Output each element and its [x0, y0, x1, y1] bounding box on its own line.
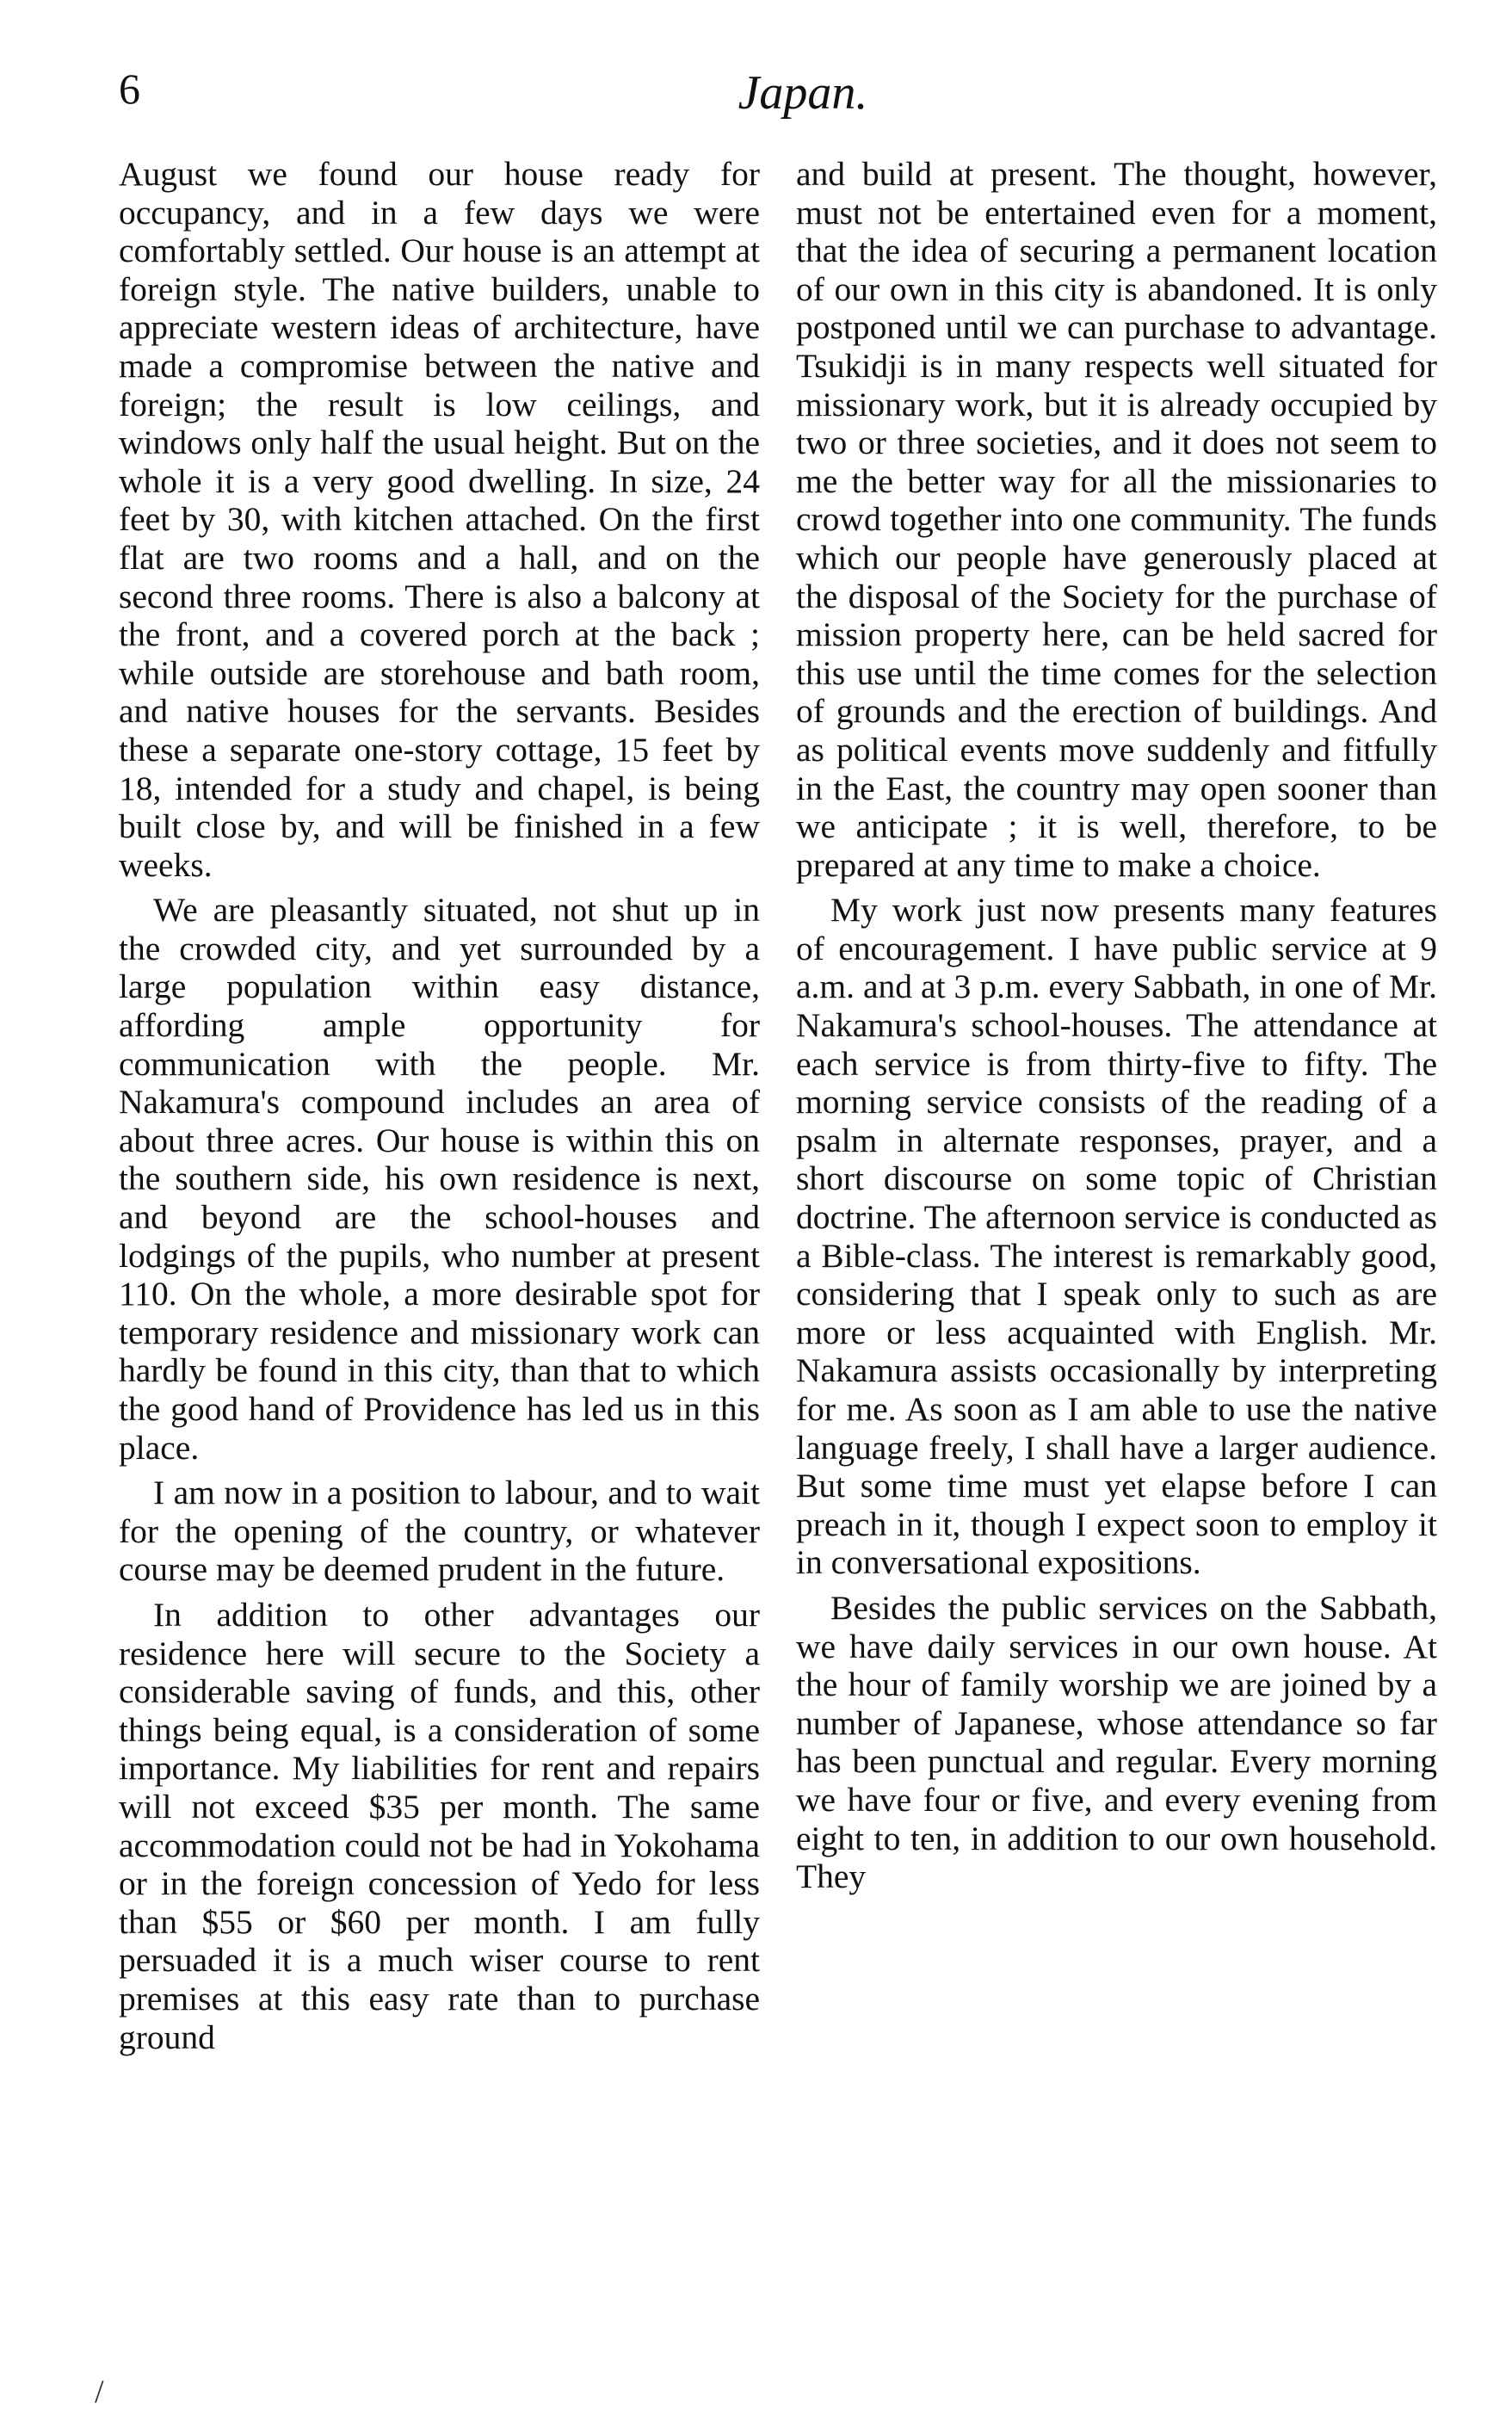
page-number: 6 — [119, 65, 140, 113]
page-header — [119, 52, 1435, 129]
right-text-column — [796, 155, 1437, 1896]
paragraph: My work just now presents many features of encouragement. I have public service at 9 a.m. and at 3 p.m. every Sabbath, in one of Mr. Nakamura's school-houses. The attendance at each service is from thirty-five to fifty. The morning service consists of the reading of a psalm in alternate responses, prayer, and a short discourse on some topic of Christian doctrine. The afternoon service is conducted as a Bible-class. The interest is remarkably good, considering that I speak only to such as are more or less acquainted with English. Mr. Nakamura assists occasionally by interpreting for me. As soon as I am able to use the native language freely, I shall have a larger audience. But some time must yet elapse before I can preach in it, though I expect soon to employ it in conversational expositions. — [796, 891, 1437, 1582]
margin-mark: / — [95, 2374, 104, 2410]
paragraph: Besides the public services on the Sabbath, we have daily services in our own house. At the hour of family worship we are joined by a number of Japanese, whose attendance so far has been punctual and regular. Every morning we have four or five, and every evening from eight to ten, in addition to our own household. They — [796, 1588, 1437, 1896]
paragraph: We are pleasantly situated, not shut up in the crowded city, and yet surrounded by a large population within easy distance, affording ample opportunity for communication with the people. Mr. Nakamura's compound includes an area of about three acres. Our house is within this on the southern side, his own residence is next, and beyond are the school-houses and lodgings of the pupils, who number at present 110. On the whole, a more desirable spot for temporary residence and missionary work can hardly be found in this city, than that to which the good hand of Providence has led us in this place. — [119, 891, 760, 1467]
running-title: Japan. — [737, 66, 868, 120]
paragraph: and build at present. The thought, however, must not be entertained even for a moment, that the idea of securing a permanent location of our own in this city is abandoned. It is only postponed until we can purchase to advantage. Tsukidji is in many respects well situated for missionary work, but it is already occupied by two or three societies, and it does not seem to me the better way for all the missionaries to crowd together into one community. The funds which our people have generously placed at the disposal of the Society for the purchase of mission property here, can be held sacred for this use until the time comes for the selection of grounds and the erection of buildings. And as political events move suddenly and fitfully in the East, the country may open sooner than we anticipate ; it is well, therefore, to be prepared at any time to make a choice. — [796, 155, 1437, 884]
paragraph: I am now in a position to labour, and to wait for the opening of the country, or whatever course may be deemed prudent in the future. — [119, 1474, 760, 1589]
paragraph: In addition to other advantages our residence here will secure to the Society a considerable saving of funds, and this, other things being equal, is a consideration of some importance. My liabilities for rent and repairs will not exceed $35 per month. The same accommodation could not be had in Yokohama or in the foreign concession of Yedo for less than $55 or $60 per month. I am fully persuaded it is a much wiser course to rent premises at this easy rate than to purchase ground — [119, 1595, 760, 2056]
left-text-column — [119, 155, 760, 2056]
paragraph: August we found our house ready for occupancy, and in a few days we were comfortably settled. Our house is an attempt at foreign style. The native builders, unable to appreciate western ideas of architecture, have made a compromise between the native and foreign; the result is low ceilings, and windows only half the usual height. But on the whole it is a very good dwelling. In size, 24 feet by 30, with kitchen attached. On the first flat are two rooms and a hall, and on the second three rooms. There is also a balcony at the front, and a covered porch at the back ; while outside are storehouse and bath room, and native houses for the servants. Besides these a separate one-story cottage, 15 feet by 18, intended for a study and chapel, is being built close by, and will be finished in a few weeks. — [119, 155, 760, 884]
